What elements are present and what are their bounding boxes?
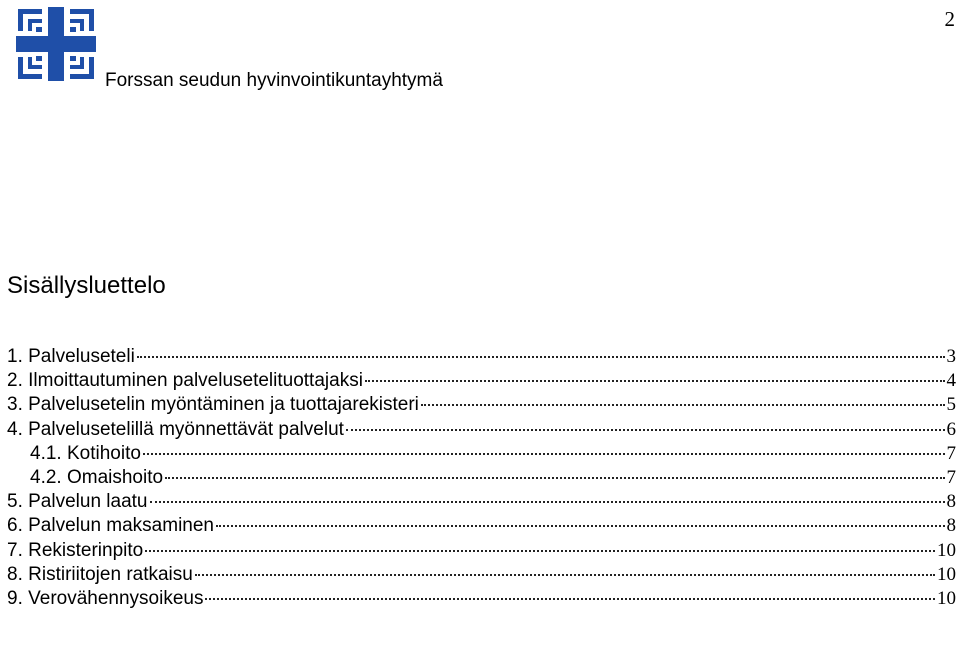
toc-entry[interactable] (7, 393, 956, 417)
page-number: 2 (944, 7, 955, 31)
toc-entry-label: 1. Palveluseteli (7, 346, 135, 367)
toc-title: Sisällysluettelo (7, 272, 166, 299)
toc-entry[interactable] (7, 345, 956, 369)
toc-entry[interactable] (7, 539, 956, 563)
toc-entry-page: 10 (937, 539, 956, 561)
toc-entry-page: 3 (946, 346, 956, 367)
organization-name: Forssan seudun hyvinvointikuntayhtymä (105, 70, 443, 91)
dot-leader (137, 356, 945, 358)
dot-leader (421, 404, 945, 406)
dot-leader (145, 550, 935, 552)
toc-entry-page: 6 (946, 418, 956, 440)
cross-logo-icon (16, 7, 96, 81)
toc-entry-page: 8 (946, 491, 956, 513)
toc-entry-label: 6. Palvelun maksaminen (7, 515, 214, 537)
toc-entry-page: 5 (946, 394, 956, 416)
toc-entry[interactable] (7, 514, 956, 538)
toc-entry-label: 4.1. Kotihoito (30, 442, 141, 464)
toc-entry[interactable] (7, 369, 956, 393)
toc-entry[interactable] (7, 418, 956, 442)
toc-entry-label: 3. Palvelusetelin myöntäminen ja tuottajarekisteri (7, 394, 419, 416)
dot-leader (195, 574, 935, 576)
toc-entry-page: 7 (946, 442, 956, 464)
toc-entry-label: 5. Palvelun laatu (7, 491, 148, 513)
toc-entry[interactable] (7, 563, 956, 587)
toc-entry-label: 9. Verovähennysoikeus (7, 587, 204, 609)
dot-leader (346, 429, 945, 431)
toc-entry-label: 8. Ristiriitojen ratkaisu (7, 563, 193, 585)
toc-entry-label: 7. Rekisterinpito (7, 539, 144, 561)
toc-entry-page: 7 (946, 466, 956, 488)
toc-entry-page: 4 (946, 370, 956, 392)
toc-subentry[interactable] (7, 466, 956, 490)
table-of-contents (7, 345, 956, 611)
dot-leader (205, 598, 935, 600)
toc-entry-page: 10 (937, 563, 956, 585)
toc-entry[interactable] (7, 490, 956, 514)
dot-leader (150, 501, 945, 503)
toc-entry-page: 10 (937, 587, 956, 609)
toc-entry[interactable] (7, 587, 956, 611)
toc-entry-label: 2. Ilmoittautuminen palvelusetelituottajaksi (7, 370, 363, 392)
toc-entry-label: 4. Palvelusetelillä myönnettävät palvelut (7, 418, 344, 440)
toc-subentry[interactable] (7, 442, 956, 466)
toc-entry-page: 8 (946, 515, 956, 537)
dot-leader (165, 477, 944, 479)
toc-entry-label: 4.2. Omaishoito (30, 466, 164, 488)
dot-leader (143, 453, 945, 455)
dot-leader (365, 380, 945, 382)
logo (16, 7, 96, 81)
dot-leader (216, 525, 945, 527)
